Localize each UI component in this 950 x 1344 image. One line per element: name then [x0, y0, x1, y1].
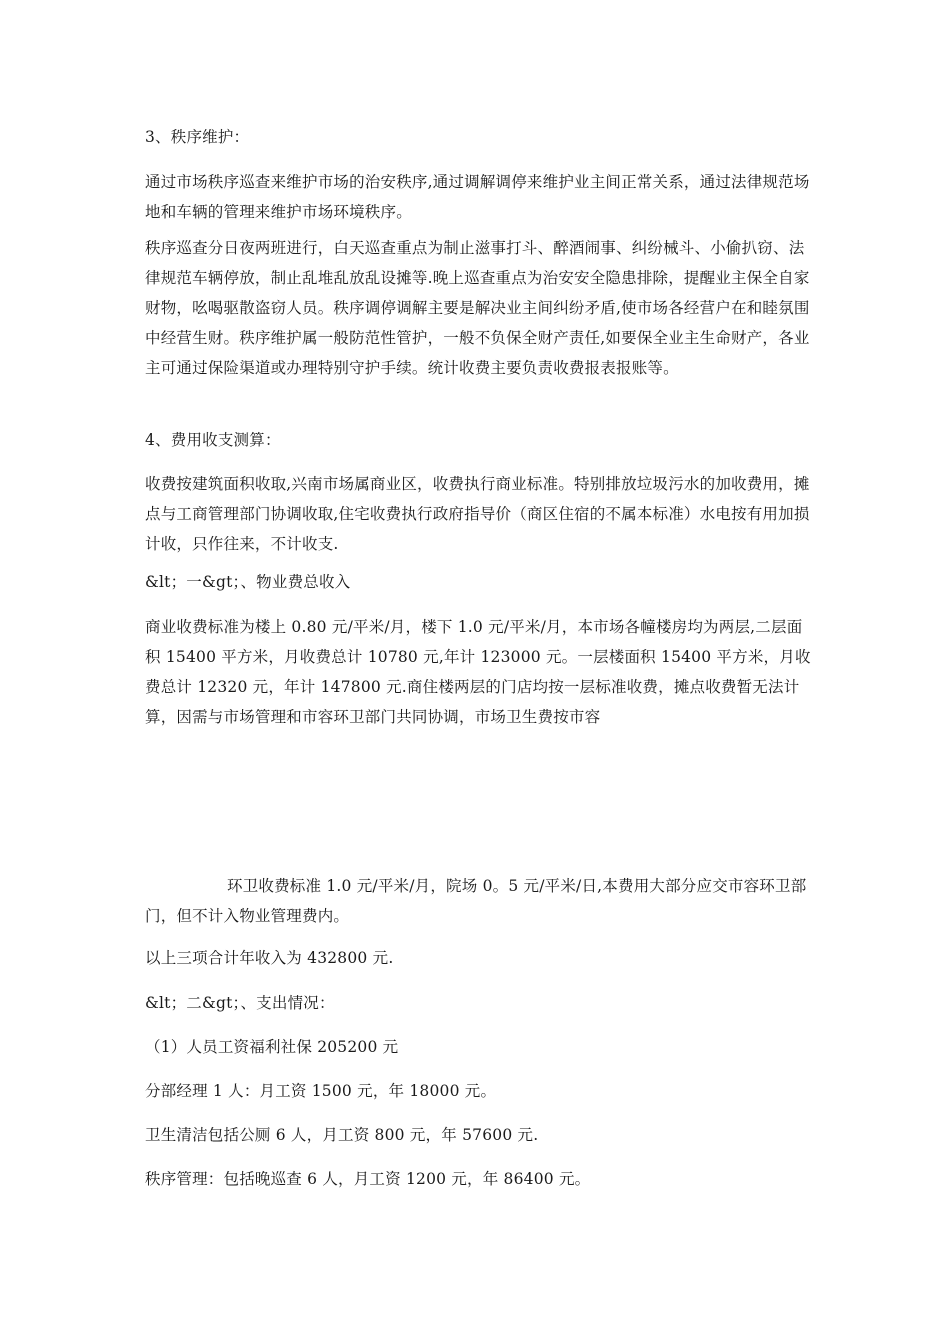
item-branch-manager: 分部经理 1 人：月工资 1500 元，年 18000 元。	[145, 1082, 497, 1100]
paragraph-fee-basis: 收费按建筑面积收取,兴南市场属商业区，收费执行商业标准。特别排放垃圾污水的加收费用，摊点与工商管理部门协调收取,住宅收费执行政府指导价（商区住宿的不属本标准）水电按有用加损计收，只作往来，不计收支.	[145, 475, 810, 553]
item-cleaning-staff: 卫生清洁包括公厕 6 人，月工资 800 元，年 57600 元.	[145, 1126, 539, 1144]
paragraph-patrol-details: 秩序巡查分日夜两班进行，白天巡查重点为制止滋事打斗、醉酒闹事、纠纷械斗、小偷扒窃、法律规范车辆停放，制止乱堆乱放乱设摊等.晚上巡查重点为治安安全隐患排除，提醒业主保全自家财物，吆喝驱散盗窃人员。秩序调停调解主要是解决业主间纠纷矛盾,使市场各经营户在和睦氛围中经营生财。秩序维护属一般防范性管护，一般不负保全财产责任,如要保全业主生命财产，各业主可通过保险渠道或办理特别守护手续。统计收费主要负责收费报表报账等。	[145, 239, 810, 377]
heading-order-maintenance: 3、秩序维护：	[145, 128, 250, 146]
heading-expenditure: &lt；二&gt；、支出情况：	[145, 994, 335, 1012]
paragraph-sanitation-fees: 环卫收费标准 1.0 元/平米/月，院场 0。5 元/平米/日,本费用大部分应交市容环卫部门，但不计入物业管理费内。	[145, 877, 807, 925]
paragraph-commercial-fees: 商业收费标准为楼上 0.80 元/平米/月，楼下 1.0 元/平米/月，本市场各幢楼房均为两层,二层面积 15400 平方米，月收费总计 10780 元,年计 123000 元。一层楼面积 15400 平方米，月收费总计 12320 元，年计 147800 元.商住楼两层的门店均按一层标准收费，摊点收费暂无法计算，因需与市场管理和市容环卫部门共同协调，市场卫生费按市容	[145, 618, 811, 726]
heading-total-income: &lt；一&gt；、物业费总收入	[145, 573, 351, 591]
paragraph-annual-income-total: 以上三项合计年收入为 432800 元.	[145, 949, 394, 967]
item-order-staff: 秩序管理：包括晚巡查 6 人，月工资 1200 元，年 86400 元。	[145, 1170, 591, 1188]
paragraph-order-overview: 通过市场秩序巡查来维护市场的治安秩序,通过调解调停来维护业主间正常关系，通过法律规范场地和车辆的管理来维护市场环境秩序。	[145, 173, 810, 221]
heading-fee-calculation: 4、费用收支测算：	[145, 431, 281, 449]
item-staff-wages: （1）人员工资福利社保 205200 元	[145, 1038, 399, 1056]
